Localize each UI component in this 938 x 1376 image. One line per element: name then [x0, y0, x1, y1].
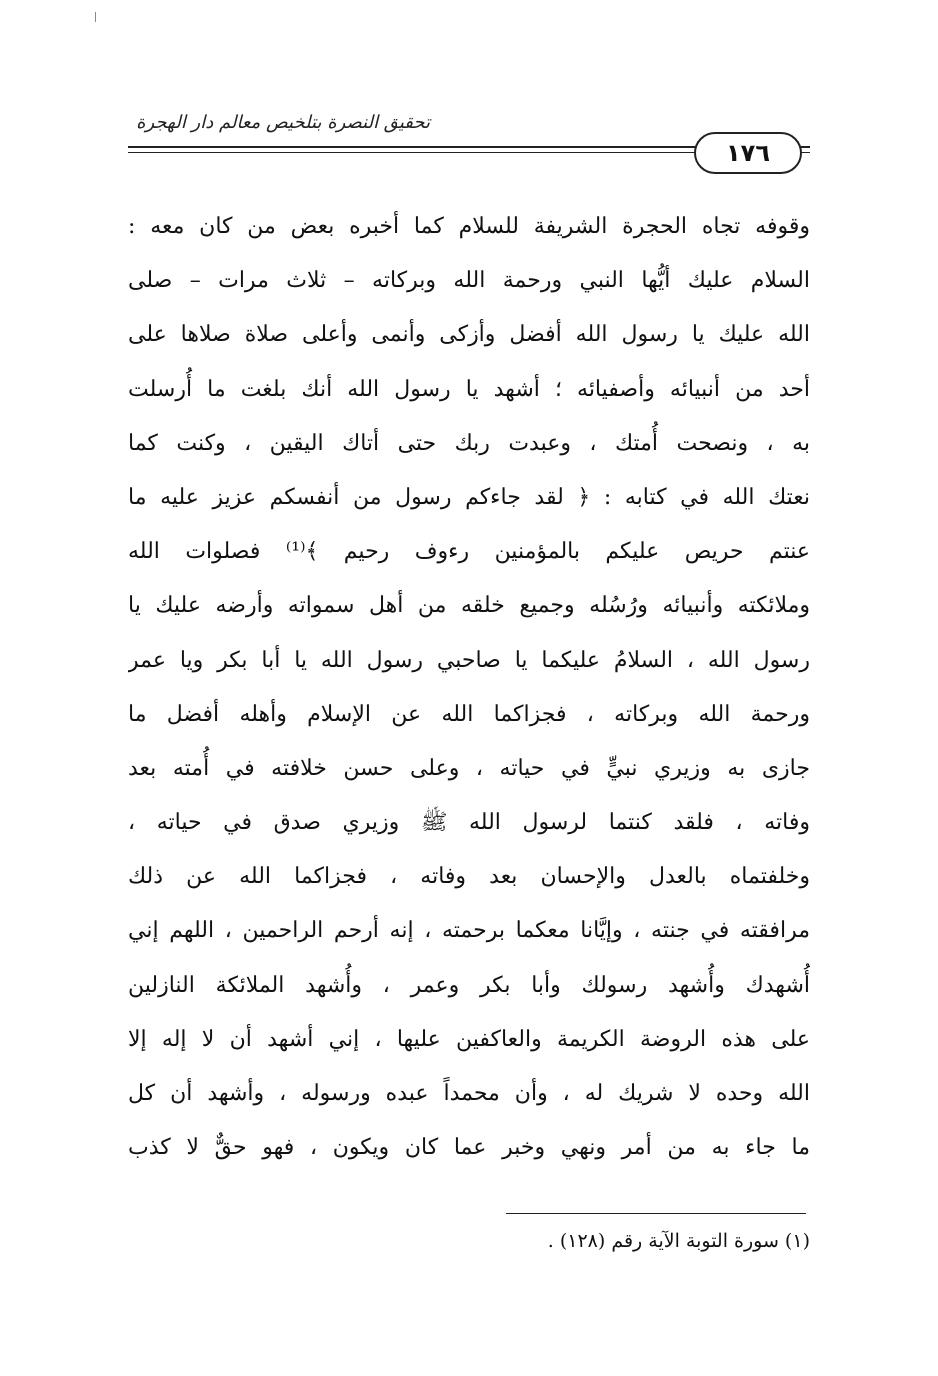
running-title: تحقيق النصرة بتلخيص معالم دار الهجرة [136, 112, 430, 133]
footnote-rule [506, 1213, 806, 1214]
text-line: وفاته ، فلقد كنتما لرسول الله ﷺ وزيري صدق في حياته ، [128, 810, 810, 836]
text-line: رسول الله ، السلامُ عليكما يا صاحبي رسول الله يا أبا بكر ويا عمر [128, 647, 810, 673]
text-line: مرافقته في جنته ، وإيَّانا معكما برحمته ، إنه أرحم الراحمين ، اللهم إني [128, 918, 810, 944]
body-text [128, 200, 810, 1175]
text-line: وقوفه تجاه الحجرة الشريفة للسلام كما أخبره بعض من كان معه : [128, 214, 810, 239]
text-line: ورحمة الله وبركاته ، فجزاكما الله عن الإسلام وأهله أفضل ما [128, 701, 810, 727]
text-line: نعتك الله في كتابه : ﴿ لقد جاءكم رسول من أنفسكم عزيز عليه ما [128, 484, 810, 510]
text-line: أُشهدك وأُشهد رسولك وأبا بكر وعمر ، وأُشهد الملائكة النازلين [128, 972, 810, 998]
text-line: وملائكته وأنبيائه ورُسُله وجميع خلقه من أهل سمواته وأرضه عليك يا [128, 593, 810, 619]
text-line: عنتم حريص عليكم بالمؤمنين رءوف رحيم ﴾⁽¹⁾ فصلوات الله [128, 539, 810, 565]
text-line: به ، ونصحت أُمتك ، وعبدت ربك حتى أتاك اليقين ، وكنت كما [128, 430, 810, 456]
text-line: الله عليك يا رسول الله أفضل وأزكى وأنمى وأعلى صلاة صلاها على [128, 322, 810, 348]
footnote: (١) سورة التوبة الآية رقم (١٢٨) . [547, 1230, 810, 1252]
text-line: وخلفتماه بالعدل والإحسان بعد وفاته ، فجزاكما الله عن ذلك [128, 864, 810, 890]
page-number: ١٧٦ [694, 132, 802, 174]
text-line: على هذه الروضة الكريمة والعاكفين عليها ، إني أشهد أن لا إله إلا [128, 1026, 810, 1052]
text-line: السلام عليك أيُّها النبي ورحمة الله وبركاته – ثلاث مرات – صلى [128, 268, 810, 294]
text-line: أحد من أنبيائه وأصفيائه ؛ أشهد يا رسول الله أنك بلغت ما أُرسلت [128, 376, 810, 402]
text-line: الله وحده لا شريك له ، وأن محمداً عبده ورسوله ، وأشهد أن كل [128, 1081, 810, 1106]
text-line: ما جاء به من أمر ونهي وخبر عما كان ويكون ، فهو حقٌّ لا كذب [128, 1135, 810, 1161]
text-line: جازى به وزيري نبيٍّ في حياته ، وعلى حسن خلافته في أُمته بعد [128, 755, 810, 781]
margin-tick [95, 12, 96, 22]
